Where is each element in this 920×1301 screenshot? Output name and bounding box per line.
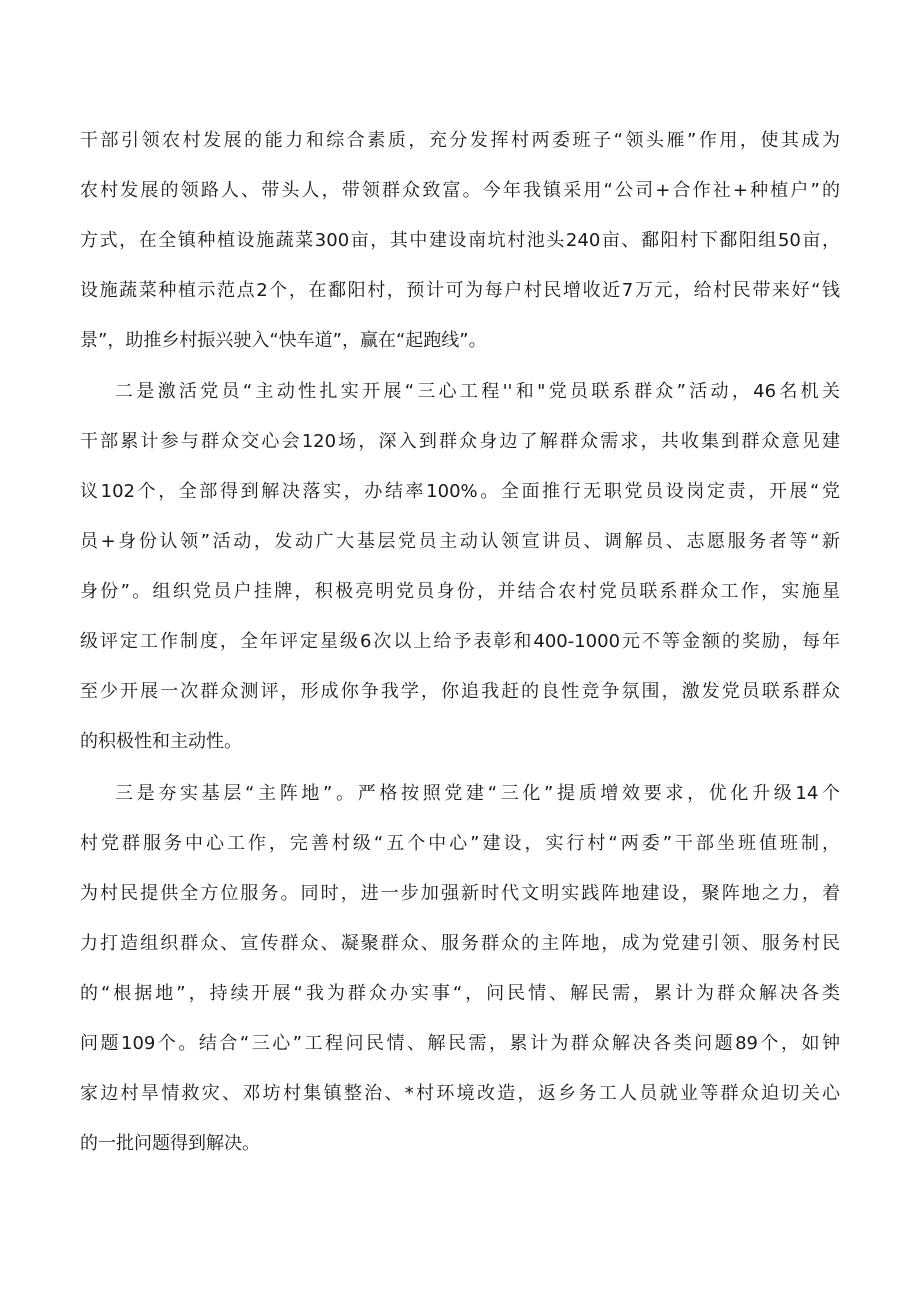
text-line: 设施蔬菜种植示范点2个，在鄱阳村，预计可为每户村民增收近7万元，给村民带来好“钱 <box>80 280 840 301</box>
text-line: 方式，在全镇种植设施蔬菜300亩，其中建设南坑村池头240亩、鄱阳村下鄱阳组50亩， <box>80 230 840 251</box>
text-line: 员+身份认领”活动，发动广大基层党员主动认领宣讲员、调解员、志愿服务者等“新 <box>80 531 840 552</box>
text-line: 干部累计参与群众交心会120场，深入到群众身边了解群众需求，共收集到群众意见建 <box>80 431 840 452</box>
text-line: 为村民提供全方位服务。同时，进一步加强新时代文明实践阵地建设，聚阵地之力，着 <box>80 883 840 904</box>
text-line: 问题109个。结合“三心”工程问民情、解民需，累计为群众解决各类问题89个，如钟 <box>80 1033 840 1054</box>
text-line: 的积极性和主动性。 <box>80 731 242 752</box>
text-line: 身份”。组织党员户挂牌，积极亮明党员身份，并结合农村党员联系群众工作，实施星 <box>80 581 840 602</box>
text-line: 干部引领农村发展的能力和综合素质，充分发挥村两委班子“领头雁”作用，使其成为 <box>80 130 840 151</box>
text-line: 级评定工作制度，全年评定星级6次以上给予表彰和400-1000元不等金额的奖励，每年 <box>80 631 840 652</box>
text-line: 力打造组织群众、宣传群众、凝聚群众、服务群众的主阵地，成为党建引领、服务村民 <box>80 933 840 954</box>
text-line: 景”，助推乡村振兴驶入“快车道”，赢在“起跑线”。 <box>80 330 487 351</box>
text-line: 三是夯实基层“主阵地”。严格按照党建“三化”提质增效要求，优化升级14个 <box>115 783 840 804</box>
text-line: 的一批问题得到解决。 <box>80 1133 260 1154</box>
text-line: 至少开展一次群众测评，形成你争我学，你追我赶的良性竞争氛围，激发党员联系群众 <box>80 681 840 702</box>
text-line: 议102个，全部得到解决落实，办结率100%。全面推行无职党员设岗定责，开展“党 <box>80 481 840 502</box>
text-line: 家边村旱情救灾、邓坊村集镇整治、*村环境改造，返乡务工人员就业等群众迫切关心 <box>80 1083 840 1104</box>
text-line: 二是激活党员“主动性扎实开展“三心工程''和"党员联系群众”活动，46名机关 <box>115 381 840 402</box>
text-line: 的“根据地”，持续开展“我为群众办实事“，问民情、解民需，累计为群众解决各类 <box>80 983 840 1004</box>
text-line: 村党群服务中心工作，完善村级“五个中心”建设，实行村“两委”干部坐班值班制， <box>80 833 840 854</box>
text-line: 农村发展的领路人、带头人，带领群众致富。今年我镇采用“公司+合作社+种植户”的 <box>80 180 840 201</box>
